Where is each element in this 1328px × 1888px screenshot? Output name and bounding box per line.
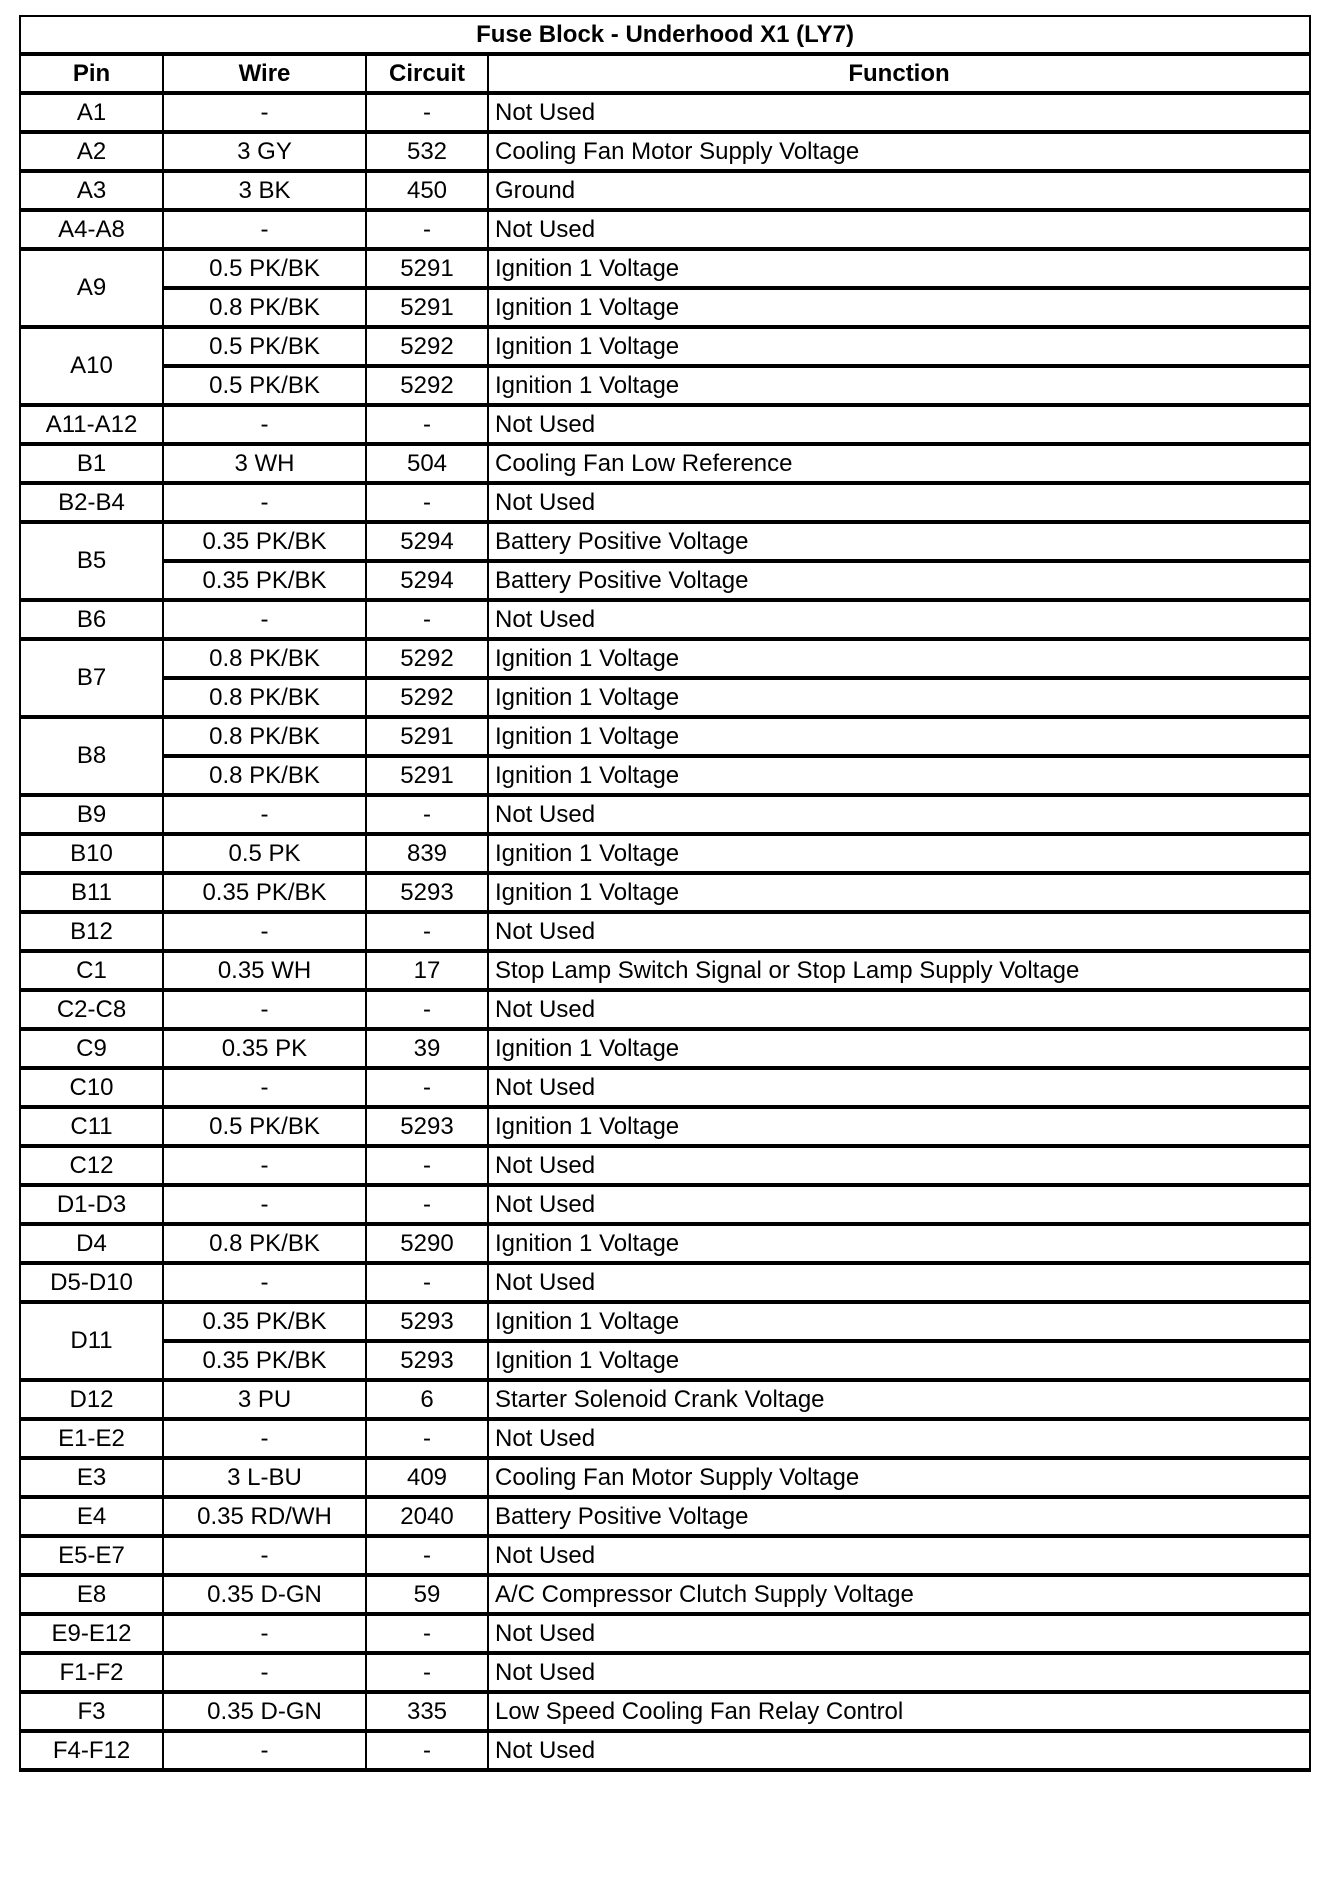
circuit-cell: 5293 [366, 1107, 488, 1146]
function-cell: Cooling Fan Motor Supply Voltage [488, 1458, 1310, 1497]
circuit-cell: - [366, 1614, 488, 1653]
pin-cell: B7 [20, 639, 163, 717]
pin-cell: D5-D10 [20, 1263, 163, 1302]
circuit-cell: - [366, 1731, 488, 1770]
table-row [20, 249, 1310, 288]
table-row [20, 327, 1310, 366]
pin-cell: A11-A12 [20, 405, 163, 444]
table-row [20, 1731, 1310, 1770]
pin-cell: B1 [20, 444, 163, 483]
table-row [20, 951, 1310, 990]
table-row [20, 1380, 1310, 1419]
circuit-cell: 5291 [366, 249, 488, 288]
circuit-cell: 504 [366, 444, 488, 483]
table-row [20, 1614, 1310, 1653]
header-pin: Pin [20, 54, 163, 93]
wire-cell: - [163, 93, 366, 132]
wire-cell: 0.8 PK/BK [163, 756, 366, 795]
wire-cell: 0.35 WH [163, 951, 366, 990]
pin-cell: A2 [20, 132, 163, 171]
header-circuit: Circuit [366, 54, 488, 93]
table-row [20, 678, 1310, 717]
pin-cell: D12 [20, 1380, 163, 1419]
function-cell: Cooling Fan Low Reference [488, 444, 1310, 483]
wire-cell: 0.35 RD/WH [163, 1497, 366, 1536]
pin-cell: B9 [20, 795, 163, 834]
function-cell: Not Used [488, 990, 1310, 1029]
circuit-cell: 5292 [366, 639, 488, 678]
table-row [20, 1107, 1310, 1146]
function-cell: Not Used [488, 1536, 1310, 1575]
function-cell: Ignition 1 Voltage [488, 756, 1310, 795]
function-cell: Not Used [488, 483, 1310, 522]
table-row [20, 93, 1310, 132]
wire-cell: - [163, 1536, 366, 1575]
function-cell: Not Used [488, 1068, 1310, 1107]
pin-cell: F4-F12 [20, 1731, 163, 1770]
table-row [20, 639, 1310, 678]
header-row [20, 54, 1310, 93]
table-row [20, 1419, 1310, 1458]
circuit-cell: 5292 [366, 327, 488, 366]
header-function: Function [488, 54, 1310, 93]
table-row [20, 873, 1310, 912]
table-row [20, 1224, 1310, 1263]
function-cell: Not Used [488, 600, 1310, 639]
table-title: Fuse Block - Underhood X1 (LY7) [20, 16, 1310, 54]
wire-cell: - [163, 1068, 366, 1107]
pin-cell: F3 [20, 1692, 163, 1731]
table-body [20, 93, 1310, 1770]
circuit-cell: - [366, 483, 488, 522]
function-cell: Ignition 1 Voltage [488, 678, 1310, 717]
wire-cell: - [163, 1146, 366, 1185]
wire-cell: 0.5 PK/BK [163, 366, 366, 405]
table-row [20, 1185, 1310, 1224]
circuit-cell: 5293 [366, 1302, 488, 1341]
table-row [20, 405, 1310, 444]
wire-cell: - [163, 405, 366, 444]
connector-pinout-table [19, 15, 1311, 1772]
pin-cell: B5 [20, 522, 163, 600]
table-row [20, 834, 1310, 873]
function-cell: Stop Lamp Switch Signal or Stop Lamp Supply Voltage [488, 951, 1310, 990]
table-row [20, 1497, 1310, 1536]
pin-cell: B2-B4 [20, 483, 163, 522]
function-cell: Not Used [488, 1731, 1310, 1770]
circuit-cell: 532 [366, 132, 488, 171]
pin-cell: B8 [20, 717, 163, 795]
pin-cell: C12 [20, 1146, 163, 1185]
function-cell: Battery Positive Voltage [488, 522, 1310, 561]
function-cell: Not Used [488, 912, 1310, 951]
circuit-cell: 17 [366, 951, 488, 990]
circuit-cell: 839 [366, 834, 488, 873]
circuit-cell: - [366, 1419, 488, 1458]
wire-cell: 0.35 D-GN [163, 1692, 366, 1731]
circuit-cell: 6 [366, 1380, 488, 1419]
circuit-cell: - [366, 210, 488, 249]
wire-cell: 0.5 PK/BK [163, 1107, 366, 1146]
circuit-cell: 5292 [366, 678, 488, 717]
table-row [20, 912, 1310, 951]
wire-cell: 0.35 PK/BK [163, 873, 366, 912]
table-row [20, 756, 1310, 795]
pin-cell: E5-E7 [20, 1536, 163, 1575]
function-cell: Ignition 1 Voltage [488, 327, 1310, 366]
title-row [20, 16, 1310, 54]
function-cell: Ignition 1 Voltage [488, 1224, 1310, 1263]
wire-cell: 0.5 PK/BK [163, 249, 366, 288]
wire-cell: 0.5 PK [163, 834, 366, 873]
pin-cell: A3 [20, 171, 163, 210]
header-wire: Wire [163, 54, 366, 93]
table-row [20, 522, 1310, 561]
table-row [20, 990, 1310, 1029]
pin-cell: D4 [20, 1224, 163, 1263]
table-row [20, 483, 1310, 522]
circuit-cell: - [366, 1068, 488, 1107]
circuit-cell: 5291 [366, 717, 488, 756]
circuit-cell: - [366, 1146, 488, 1185]
table-row [20, 1458, 1310, 1497]
circuit-cell: 2040 [366, 1497, 488, 1536]
circuit-cell: - [366, 912, 488, 951]
circuit-cell: - [366, 405, 488, 444]
function-cell: Cooling Fan Motor Supply Voltage [488, 132, 1310, 171]
wire-cell: 0.8 PK/BK [163, 678, 366, 717]
function-cell: Not Used [488, 210, 1310, 249]
wire-cell: - [163, 990, 366, 1029]
circuit-cell: 450 [366, 171, 488, 210]
function-cell: Ignition 1 Voltage [488, 1302, 1310, 1341]
function-cell: Low Speed Cooling Fan Relay Control [488, 1692, 1310, 1731]
wire-cell: 0.35 PK/BK [163, 1341, 366, 1380]
wire-cell: 3 BK [163, 171, 366, 210]
circuit-cell: 5294 [366, 561, 488, 600]
table-row [20, 1692, 1310, 1731]
circuit-cell: 5293 [366, 873, 488, 912]
pin-cell: A10 [20, 327, 163, 405]
function-cell: Battery Positive Voltage [488, 561, 1310, 600]
pin-cell: A1 [20, 93, 163, 132]
wire-cell: - [163, 600, 366, 639]
table-row [20, 288, 1310, 327]
pin-cell: E9-E12 [20, 1614, 163, 1653]
function-cell: A/C Compressor Clutch Supply Voltage [488, 1575, 1310, 1614]
circuit-cell: - [366, 990, 488, 1029]
function-cell: Ignition 1 Voltage [488, 717, 1310, 756]
pin-cell: C9 [20, 1029, 163, 1068]
circuit-cell: - [366, 795, 488, 834]
wire-cell: 0.8 PK/BK [163, 288, 366, 327]
pin-cell: E4 [20, 1497, 163, 1536]
circuit-cell: - [366, 93, 488, 132]
wire-cell: 0.8 PK/BK [163, 639, 366, 678]
circuit-cell: - [366, 600, 488, 639]
table-row [20, 1341, 1310, 1380]
table-row [20, 1068, 1310, 1107]
function-cell: Ignition 1 Voltage [488, 1341, 1310, 1380]
table-row [20, 210, 1310, 249]
table-row [20, 600, 1310, 639]
function-cell: Not Used [488, 1419, 1310, 1458]
pin-cell: A4-A8 [20, 210, 163, 249]
circuit-cell: 5290 [366, 1224, 488, 1263]
table-row [20, 795, 1310, 834]
wire-cell: 0.8 PK/BK [163, 717, 366, 756]
function-cell: Ignition 1 Voltage [488, 288, 1310, 327]
pin-cell: E8 [20, 1575, 163, 1614]
function-cell: Not Used [488, 795, 1310, 834]
function-cell: Not Used [488, 1263, 1310, 1302]
circuit-cell: 59 [366, 1575, 488, 1614]
wire-cell: 3 PU [163, 1380, 366, 1419]
table-row [20, 717, 1310, 756]
wire-cell: 3 WH [163, 444, 366, 483]
wire-cell: - [163, 483, 366, 522]
pin-cell: C11 [20, 1107, 163, 1146]
wire-cell: - [163, 1614, 366, 1653]
circuit-cell: 39 [366, 1029, 488, 1068]
pin-cell: B12 [20, 912, 163, 951]
table-row [20, 132, 1310, 171]
wire-cell: - [163, 210, 366, 249]
table-row [20, 1263, 1310, 1302]
wire-cell: 0.35 PK [163, 1029, 366, 1068]
circuit-cell: - [366, 1653, 488, 1692]
pin-cell: C10 [20, 1068, 163, 1107]
pin-cell: C2-C8 [20, 990, 163, 1029]
pin-cell: B11 [20, 873, 163, 912]
wire-cell: - [163, 1263, 366, 1302]
function-cell: Ignition 1 Voltage [488, 639, 1310, 678]
function-cell: Starter Solenoid Crank Voltage [488, 1380, 1310, 1419]
pin-cell: D11 [20, 1302, 163, 1380]
wire-cell: 0.35 PK/BK [163, 1302, 366, 1341]
table-row [20, 1029, 1310, 1068]
circuit-cell: - [366, 1263, 488, 1302]
wire-cell: 0.35 D-GN [163, 1575, 366, 1614]
table-row [20, 1536, 1310, 1575]
function-cell: Not Used [488, 1653, 1310, 1692]
function-cell: Battery Positive Voltage [488, 1497, 1310, 1536]
table-row [20, 1302, 1310, 1341]
function-cell: Ignition 1 Voltage [488, 873, 1310, 912]
table-row [20, 561, 1310, 600]
wire-cell: 3 GY [163, 132, 366, 171]
wire-cell: - [163, 1731, 366, 1770]
circuit-cell: - [366, 1536, 488, 1575]
pin-cell: E3 [20, 1458, 163, 1497]
pin-cell: A9 [20, 249, 163, 327]
table-row [20, 366, 1310, 405]
wire-cell: 0.8 PK/BK [163, 1224, 366, 1263]
circuit-cell: - [366, 1185, 488, 1224]
function-cell: Ignition 1 Voltage [488, 366, 1310, 405]
function-cell: Ignition 1 Voltage [488, 249, 1310, 288]
function-cell: Not Used [488, 93, 1310, 132]
wire-cell: 0.35 PK/BK [163, 522, 366, 561]
table-row [20, 1575, 1310, 1614]
wire-cell: 0.5 PK/BK [163, 327, 366, 366]
wire-cell: - [163, 795, 366, 834]
table-row [20, 1146, 1310, 1185]
circuit-cell: 409 [366, 1458, 488, 1497]
function-cell: Not Used [488, 405, 1310, 444]
function-cell: Ground [488, 171, 1310, 210]
circuit-cell: 5293 [366, 1341, 488, 1380]
pin-cell: C1 [20, 951, 163, 990]
function-cell: Not Used [488, 1614, 1310, 1653]
function-cell: Ignition 1 Voltage [488, 1029, 1310, 1068]
wire-cell: - [163, 1653, 366, 1692]
table-row [20, 444, 1310, 483]
wire-cell: - [163, 912, 366, 951]
table-row [20, 1653, 1310, 1692]
circuit-cell: 5294 [366, 522, 488, 561]
function-cell: Ignition 1 Voltage [488, 1107, 1310, 1146]
pin-cell: B10 [20, 834, 163, 873]
circuit-cell: 335 [366, 1692, 488, 1731]
pin-cell: B6 [20, 600, 163, 639]
circuit-cell: 5291 [366, 756, 488, 795]
wire-cell: 3 L-BU [163, 1458, 366, 1497]
function-cell: Not Used [488, 1146, 1310, 1185]
table-row [20, 171, 1310, 210]
pin-cell: D1-D3 [20, 1185, 163, 1224]
pin-cell: E1-E2 [20, 1419, 163, 1458]
wire-cell: - [163, 1419, 366, 1458]
circuit-cell: 5291 [366, 288, 488, 327]
wire-cell: - [163, 1185, 366, 1224]
function-cell: Not Used [488, 1185, 1310, 1224]
pin-cell: F1-F2 [20, 1653, 163, 1692]
circuit-cell: 5292 [366, 366, 488, 405]
function-cell: Ignition 1 Voltage [488, 834, 1310, 873]
wire-cell: 0.35 PK/BK [163, 561, 366, 600]
